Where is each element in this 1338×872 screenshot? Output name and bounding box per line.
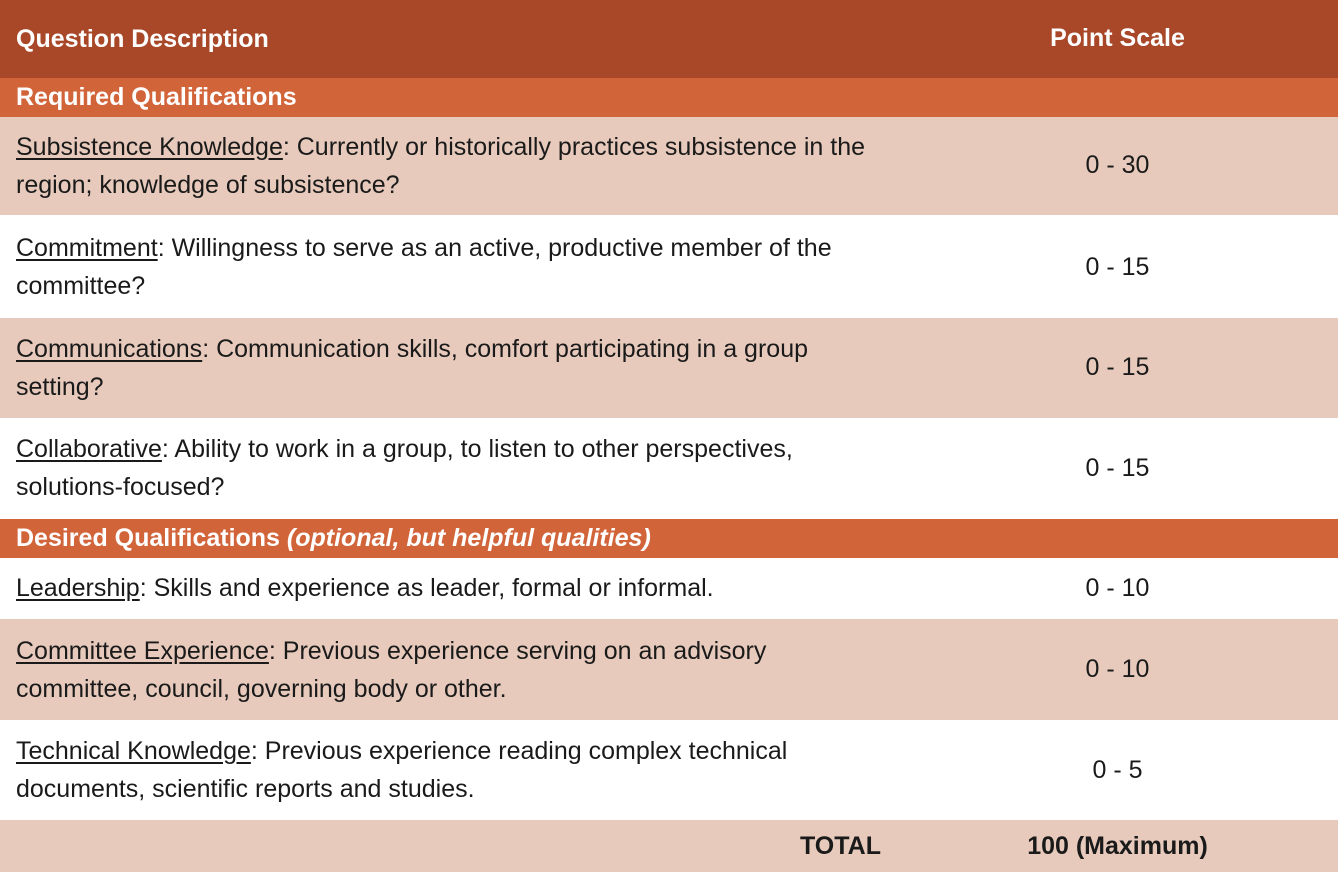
row-text: : Skills and experience as leader, formal or informal.	[139, 574, 714, 603]
row-description	[0, 128, 897, 204]
row-description	[0, 430, 897, 506]
row-text: : Communication skills, comfort participating in a group setting?	[16, 334, 808, 401]
row-points: 0 - 15	[1085, 252, 1150, 281]
section-header-required	[0, 78, 1338, 117]
total-label: TOTAL	[799, 832, 881, 861]
row-description	[0, 330, 897, 406]
row-description	[0, 732, 897, 808]
table-row	[0, 217, 1338, 318]
row-text: : Willingness to serve as an active, productive member of the committee?	[16, 234, 832, 301]
section-subtitle: (optional, but helpful qualities)	[286, 523, 651, 552]
row-points: 0 - 15	[1085, 353, 1150, 382]
total-value: 100 (Maximum)	[1027, 831, 1208, 860]
section-header-desired	[0, 519, 1338, 558]
row-text: : Currently or historically practices subsistence in the region; knowledge of subsistence?	[16, 132, 866, 199]
row-points: 0 - 10	[1085, 655, 1150, 684]
table-row	[0, 558, 1338, 620]
score-column-header: Point Scale	[1050, 24, 1185, 53]
section-title: Required Qualifications	[16, 82, 297, 111]
row-text: : Ability to work in a group, to listen to other perspectives, solutions-focused?	[16, 435, 793, 502]
total-row	[0, 820, 1338, 872]
row-description	[0, 569, 897, 607]
table-row	[0, 117, 1338, 218]
table-row	[0, 720, 1338, 821]
row-points: 0 - 30	[1085, 151, 1150, 180]
row-description	[0, 229, 897, 305]
table-header	[0, 0, 1338, 78]
row-points: 0 - 15	[1085, 453, 1150, 482]
table-row	[0, 619, 1338, 720]
row-term: Technical Knowledge	[16, 737, 251, 766]
row-text: : Previous experience serving on an advisory committee, council, governing body or other.	[16, 636, 767, 703]
row-term: Communications	[16, 334, 203, 363]
row-points: 0 - 5	[1092, 755, 1143, 784]
row-text: : Previous experience reading complex technical documents, scientific reports and studies.	[16, 737, 788, 804]
row-term: Commitment	[16, 234, 158, 263]
row-description	[0, 632, 897, 708]
table-row	[0, 318, 1338, 419]
description-column-header: Question Description	[16, 24, 269, 53]
row-term: Collaborative	[16, 435, 162, 464]
table-row	[0, 418, 1338, 519]
section-title: Desired Qualifications	[16, 523, 287, 552]
row-points: 0 - 10	[1085, 573, 1150, 602]
row-term: Committee Experience	[16, 636, 269, 665]
row-term: Leadership	[16, 574, 140, 603]
row-term: Subsistence Knowledge	[16, 132, 283, 161]
